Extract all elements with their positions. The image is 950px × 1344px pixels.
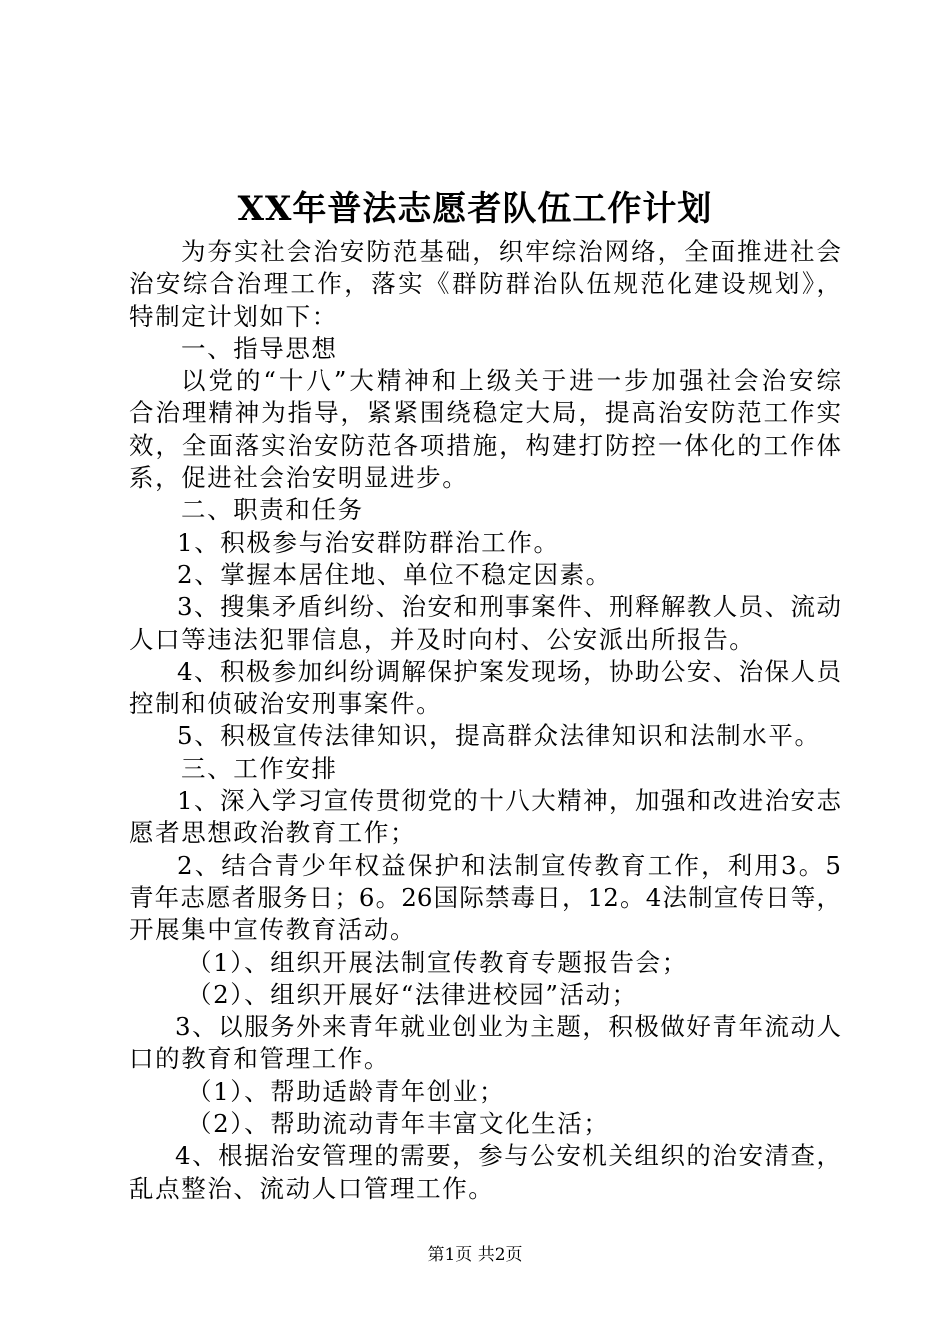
paragraph-line: 开展集中宣传教育活动。 — [129, 915, 417, 945]
sub-list-item: （1）、帮助适龄青年创业； — [187, 1076, 506, 1106]
list-item: 3、搜集矛盾纠纷、治安和刑事案件、刑释解教人员、流动 — [177, 592, 841, 622]
document-body — [129, 236, 841, 1205]
paragraph-line: 控制和侦破治安刑事案件。 — [129, 689, 443, 719]
paragraph-line: 人口等违法犯罪信息，并及时向村、公安派出所报告。 — [129, 624, 756, 654]
section-heading: 三、工作安排 — [181, 753, 338, 783]
paragraph-line: 以党的“十八”大精神和上级关于进一步加强社会治安综 — [181, 366, 841, 396]
list-item: 3、以服务外来青年就业创业为主题，积极做好青年流动人 — [175, 1012, 841, 1042]
list-item: 1、积极参与治安群防群治工作。 — [177, 527, 560, 557]
list-item: 4、积极参加纠纷调解保护案发现场，协助公安、治保人员 — [177, 656, 841, 686]
paragraph-line: 治安综合治理工作，落实《群防群治队伍规范化建设规划》， — [129, 269, 841, 299]
paragraph-line: 愿者思想政治教育工作； — [129, 818, 417, 848]
paragraph-line: 合治理精神为指导，紧紧围绕稳定大局，提高治安防范工作实 — [129, 398, 841, 428]
document-title: XX年普法志愿者队伍工作计划 — [237, 189, 713, 229]
paragraph-line: 为夯实社会治安防范基础，织牢综治网络，全面推进社会 — [181, 237, 841, 266]
list-item: 2、掌握本居住地、单位不稳定因素。 — [177, 559, 612, 589]
list-item: 4、根据治安管理的需要，参与公安机关组织的治安清查， — [175, 1141, 841, 1171]
paragraph-line: 系，促进社会治安明显进步。 — [129, 463, 469, 493]
paragraph-line: 特制定计划如下： — [129, 301, 338, 331]
sub-list-item: （2）、组织开展好“法律进校园”活动； — [187, 979, 638, 1009]
sub-list-item: （1）、组织开展法制宣传教育专题报告会； — [187, 947, 688, 977]
sub-list-item: （2）、帮助流动青年丰富文化生活； — [187, 1109, 610, 1139]
paragraph-line: 口的教育和管理工作。 — [129, 1044, 390, 1074]
paragraph-line: 青年志愿者服务日；6。26国际禁毒日，12。4法制宣传日等， — [129, 882, 841, 912]
list-item: 5、积极宣传法律知识，提高群众法律知识和法制水平。 — [177, 721, 821, 751]
list-item: 1、深入学习宣传贯彻党的十八大精神，加强和改进治安志 — [177, 786, 841, 816]
paragraph-line: 效，全面落实治安防范各项措施，构建打防控一体化的工作体 — [129, 430, 841, 460]
page-footer: 第1页 共2页 — [427, 1245, 523, 1265]
list-item: 2、结合青少年权益保护和法制宣传教育工作，利用3。5 — [177, 850, 841, 880]
section-heading: 二、职责和任务 — [181, 495, 364, 525]
section-heading: 一、指导思想 — [181, 333, 338, 363]
paragraph-line: 乱点整治、流动人口管理工作。 — [129, 1173, 495, 1203]
